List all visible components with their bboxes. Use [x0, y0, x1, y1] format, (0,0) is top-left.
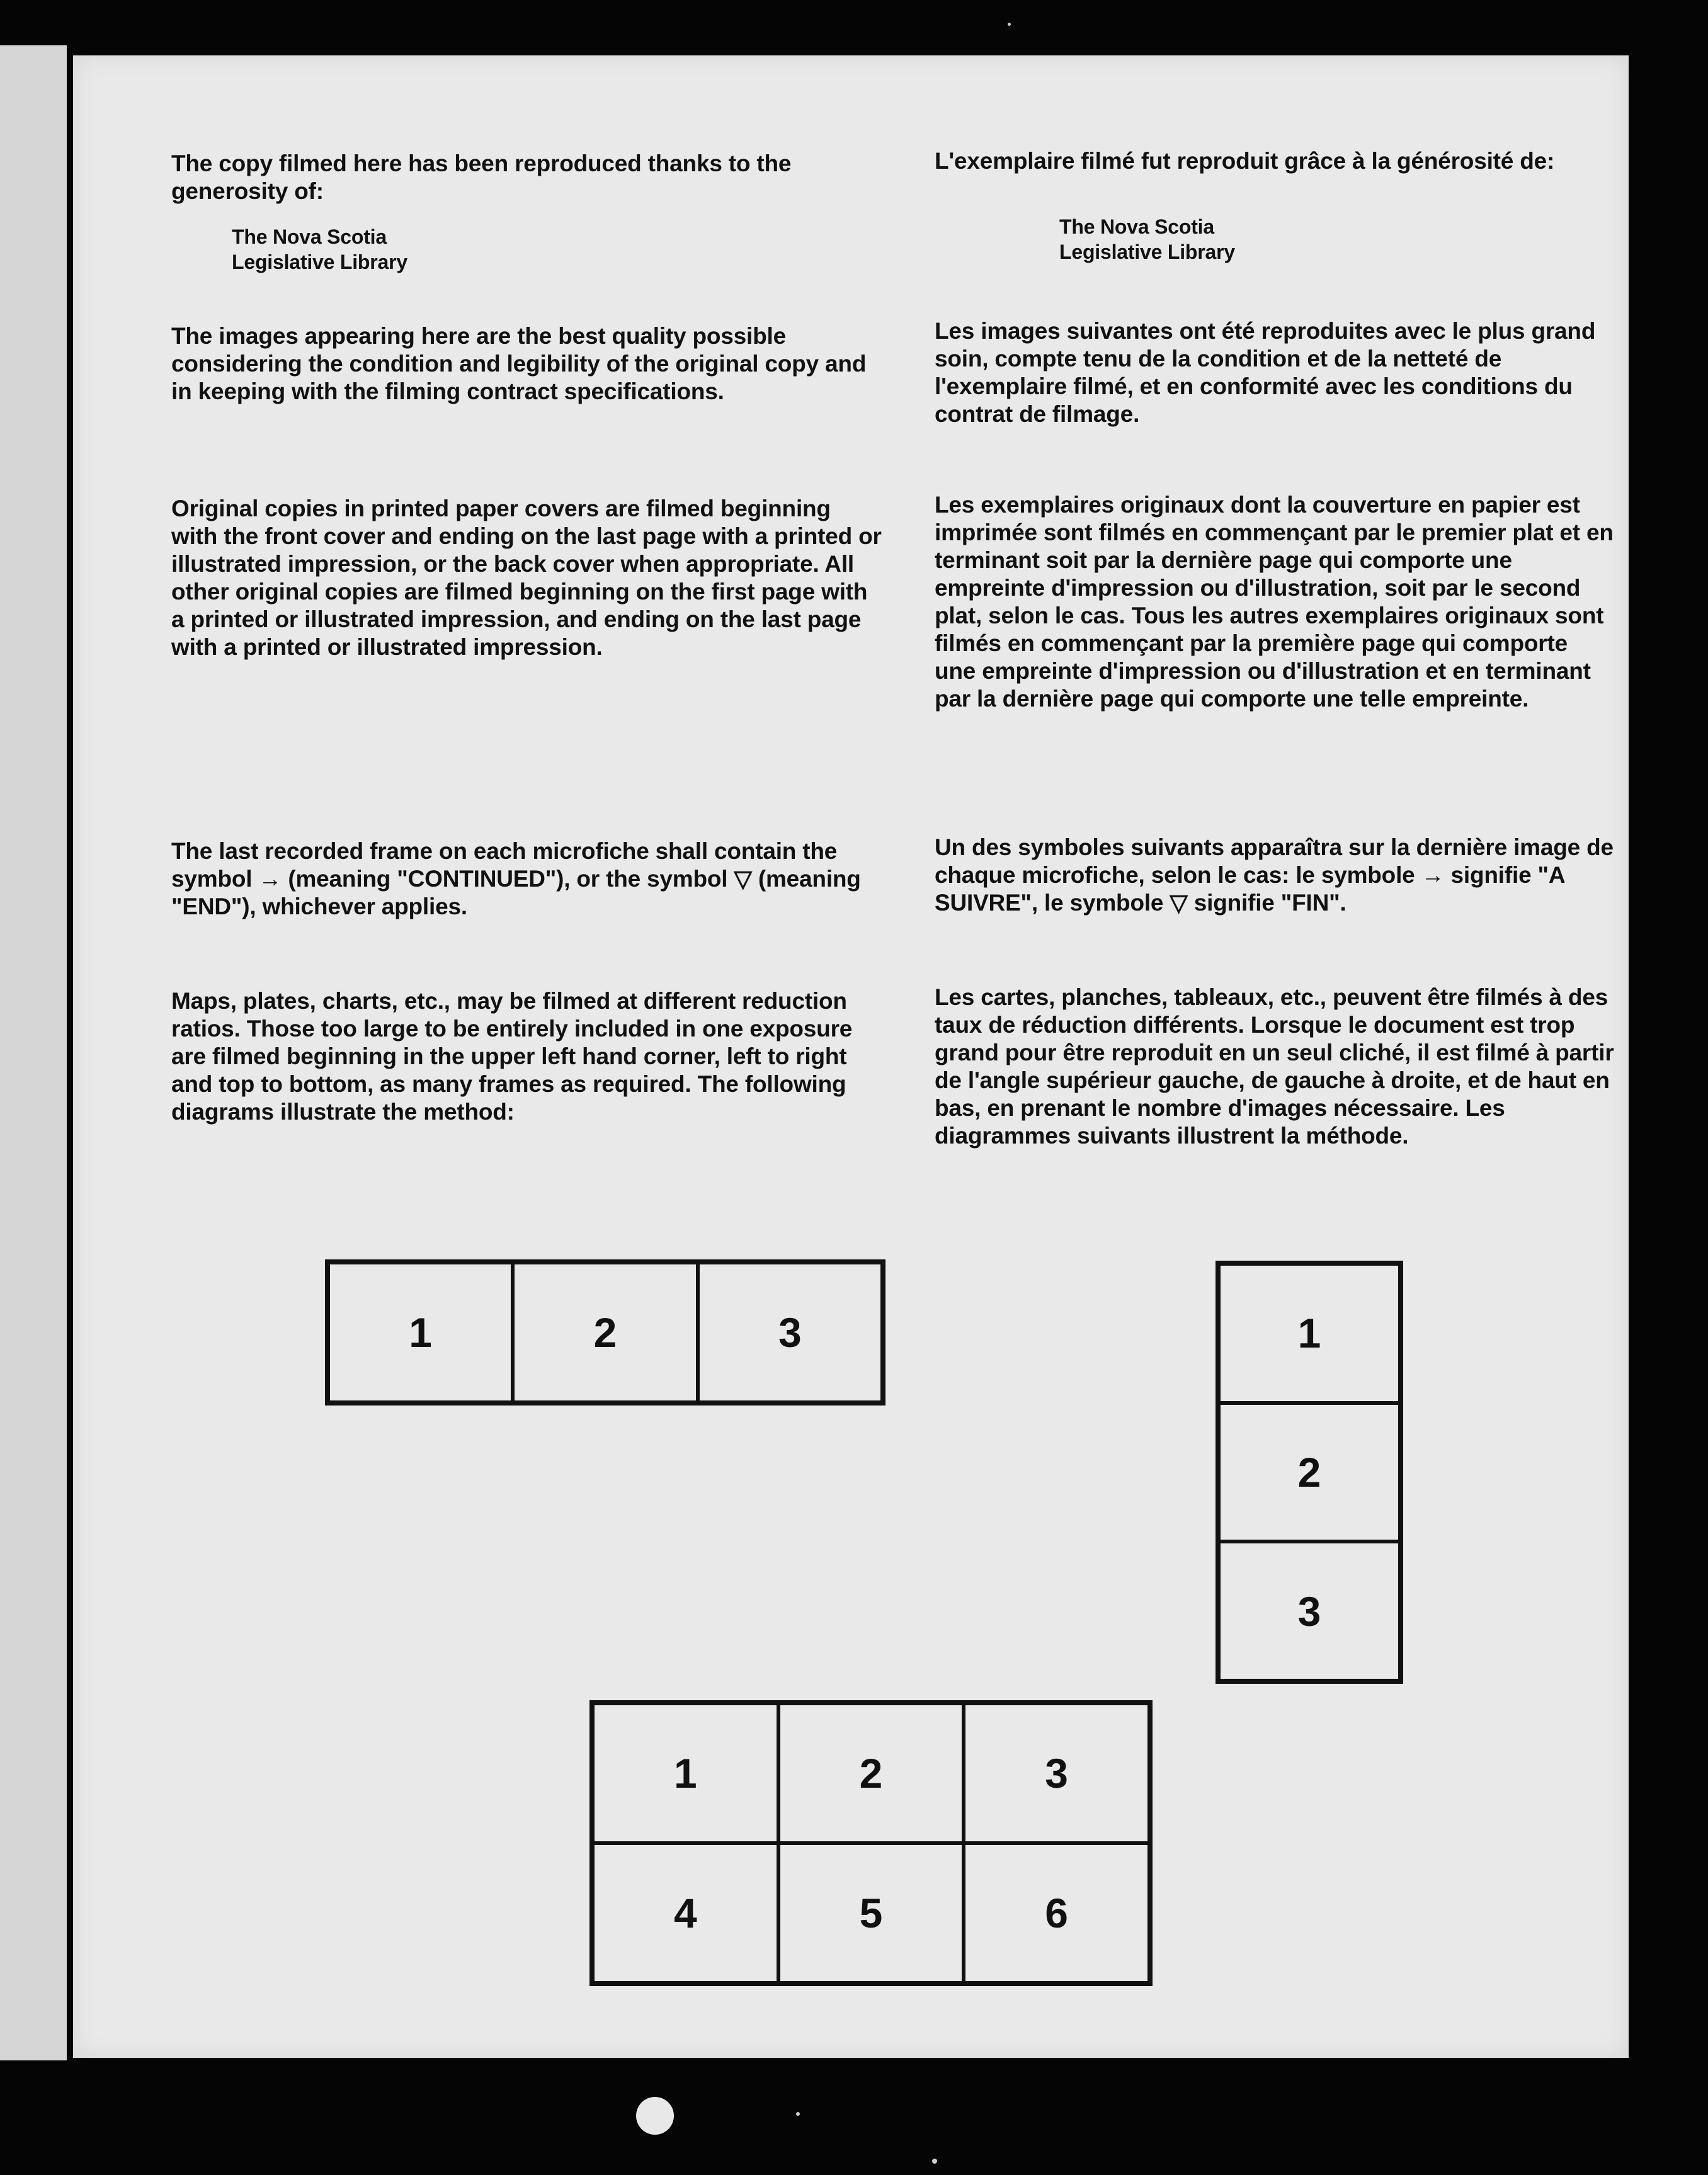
remerciements-paragraph: L'exemplaire filmé fut reproduit grâce à la générosité de: — [935, 148, 1555, 174]
symboles-text-1: Un des symboles suivants apparaîtra sur la dernière image de chaque microfiche, selon le cas: le symbole — [935, 834, 1614, 888]
library-name — [232, 224, 943, 275]
originals-paragraph: Original copies in printed paper covers are filmed beginning with the front cover and ending on the last page with a printed or illustrated impression, or the back cover when appropriate. All other original copies are filmed beginning on the first page with a printed or illustrated impression, and ending on the last page with a printed or illustrated impression. — [171, 496, 882, 660]
film-speck — [636, 2097, 674, 2135]
symboles-paragraph — [935, 834, 1615, 917]
diagram-grid — [589, 1700, 1153, 1986]
arrow-icon: → — [258, 866, 282, 892]
library-line-2-fr: Legislative Library — [1059, 241, 1235, 263]
frame-cell: 1 — [593, 1703, 778, 1843]
frame-cell: 3 — [964, 1703, 1149, 1843]
film-speck — [932, 2159, 937, 2164]
frame-cell: 2 — [778, 1703, 964, 1843]
diagram-horizontal — [325, 1259, 885, 1406]
frame-cell: 1 — [328, 1263, 513, 1402]
triangle-down-icon-fr: ▽ — [1170, 890, 1188, 916]
qualite-paragraph: Les images suivantes ont été reproduites avec le plus grand soin, compte tenu de la condition et de la netteté de l'exemplaire filmé, et en conformité avec les conditions du contrat de filmage. — [935, 318, 1596, 427]
symboles-text-3: signifie "FIN". — [1193, 890, 1346, 916]
symbols-text-2: (meaning "CONTINUED"), or the symbol — [288, 866, 728, 892]
symboles-text-2: signifie "A SUIVRE", le symbole — [935, 862, 1565, 916]
symbols-paragraph — [171, 838, 883, 921]
frame-cell: 5 — [778, 1843, 964, 1983]
film-speck — [1008, 23, 1011, 26]
thanks-paragraph: The copy filmed here has been reproduced thanks to the generosity of: — [171, 150, 792, 204]
symbols-text-1: The last recorded frame on each microfiche shall contain the symbol — [171, 838, 838, 892]
frame-cell: 1 — [1219, 1264, 1400, 1403]
frame-cell: 6 — [964, 1843, 1149, 1983]
maps-paragraph: Maps, plates, charts, etc., may be filmed at different reduction ratios. Those too large to be entirely included in one exposure are filmed beginning in the upper left hand corner, left to right and top to bottom, as many frames as required. The following diagrams illustrate the method: — [171, 988, 853, 1125]
library-name-fr — [1059, 214, 1708, 264]
frame-cell: 4 — [593, 1843, 778, 1983]
cartes-paragraph: Les cartes, planches, tableaux, etc., peuvent être filmés à des taux de réduction différents. Lorsque le document est trop grand pour être reproduit en un seul cliché, il est filmé à partir de l'angle supérieur gauche, de gauche à droite, et de haut en bas, en prenant le nombre d'images nécessaire. Les diagrammes suivants illustrent la méthode. — [935, 984, 1614, 1149]
library-line-1: The Nova Scotia — [232, 225, 387, 248]
diagram-vertical — [1216, 1261, 1403, 1684]
symbols-text-3: (meaning "END"), whichever applies. — [171, 866, 861, 919]
originaux-paragraph: Les exemplaires originaux dont la couverture en papier est imprimée sont filmés en commençant par le premier plat et en terminant soit par la dernière page qui comporte une empreinte d'impression ou d'illustration, soit par le second plat, selon le cas. Tous les autres exemplaires originaux sont filmés en commençant par la première page qui comporte une empreinte d'impression ou d'illustration et en terminant par la dernière page qui comporte une telle empreinte. — [935, 492, 1614, 712]
film-speck — [796, 2112, 800, 2116]
microfiche-target-page — [73, 55, 1629, 2058]
previous-page-edge — [0, 45, 67, 2060]
library-line-1-fr: The Nova Scotia — [1059, 215, 1214, 238]
library-line-2: Legislative Library — [232, 251, 407, 273]
frame-cell: 3 — [698, 1263, 882, 1402]
frame-cell: 2 — [1219, 1403, 1400, 1542]
frame-cell: 3 — [1219, 1542, 1400, 1681]
quality-paragraph: The images appearing here are the best quality possible considering the condition and legibility of the original copy and in keeping with the filming contract specifications. — [171, 323, 867, 404]
arrow-icon-fr: → — [1421, 862, 1445, 888]
triangle-down-icon: ▽ — [734, 866, 752, 892]
frame-cell: 2 — [513, 1263, 697, 1402]
